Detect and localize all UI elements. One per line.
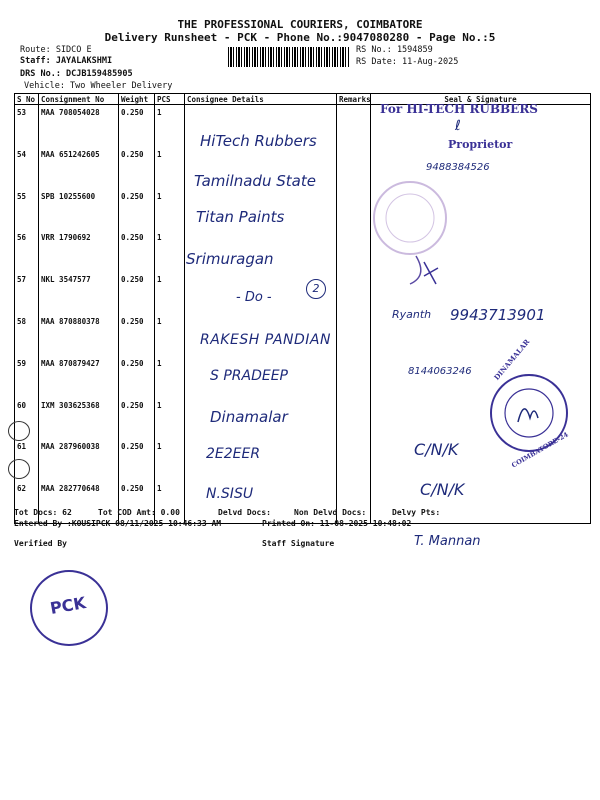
pcs-cell: 1 [155, 189, 185, 231]
table-row [15, 481, 591, 523]
staff-label: Staff: JAYALAKSHMI [20, 56, 113, 66]
col-weight: Weight [119, 94, 155, 105]
hitech-signature-icon: ℓ [455, 118, 461, 134]
remarks-cell [337, 481, 371, 523]
sno-cell: 60 [15, 398, 39, 440]
consignment-cell: IXM 303625368 [39, 398, 119, 440]
sno-cell: 56 [15, 230, 39, 272]
weight-cell: 0.250 [119, 398, 155, 440]
hand-circle-mark: 2 [306, 279, 326, 299]
table-row [15, 230, 591, 272]
hand-phone-1: 9488384526 [426, 162, 490, 173]
remarks-cell [337, 189, 371, 231]
sno-cell: 55 [15, 189, 39, 231]
hand-consignee-2: Tamilnadu State [194, 172, 316, 190]
sno-cell: 53 [15, 105, 39, 147]
tot-docs: Tot Docs: 62 [14, 508, 72, 517]
staff-signature: T. Mannan [414, 534, 481, 549]
remarks-cell [337, 272, 371, 314]
dinamalar-stamp-top: DINAMALAR [492, 337, 532, 382]
hand-consignee-9: 2E2EER [206, 446, 261, 462]
weight-cell: 0.250 [119, 481, 155, 523]
pcs-cell: 1 [155, 230, 185, 272]
pcs-cell: 1 [155, 272, 185, 314]
consignment-cell: MAA 870879427 [39, 356, 119, 398]
non-delvd-docs: Non Delvd Docs: [294, 508, 367, 517]
hand-consignee-3: Titan Paints [196, 208, 285, 226]
pcs-cell: 1 [155, 147, 185, 189]
pcs-cell: 1 [155, 481, 185, 523]
remarks-cell [337, 439, 371, 481]
consignment-cell: MAA 287960038 [39, 439, 119, 481]
table-row [15, 189, 591, 231]
weight-cell: 0.250 [119, 147, 155, 189]
col-consignment: Consignment No [39, 94, 119, 105]
remarks-cell [337, 314, 371, 356]
remarks-cell [337, 398, 371, 440]
pen-circle-62 [8, 459, 30, 479]
hand-phone-2: 9943713901 [450, 306, 546, 324]
col-remarks: Remarks [337, 94, 371, 105]
col-pcs: PCS [155, 94, 185, 105]
rs-number: RS No.: 1594859 [356, 45, 433, 55]
dinamalar-stamp-bottom: COIMBATORE-24 [510, 430, 570, 470]
remarks-cell [337, 105, 371, 147]
weight-cell: 0.250 [119, 314, 155, 356]
runsheet-subtitle: Delivery Runsheet - PCK - Phone No.:9047080280 - Page No.:5 [104, 31, 496, 44]
hand-consignee-4: Srimuragan [186, 250, 274, 268]
consignment-cell: MAA 708054028 [39, 105, 119, 147]
col-seal: Seal & Signature [371, 94, 591, 105]
col-consignee: Consignee Details [185, 94, 337, 105]
col-sno: S No [15, 94, 39, 105]
sno-cell: 54 [15, 147, 39, 189]
sno-cell: 57 [15, 272, 39, 314]
weight-cell: 0.250 [119, 230, 155, 272]
hand-consignee-1: HiTech Rubbers [200, 132, 317, 150]
pcs-cell: 1 [155, 105, 185, 147]
pcs-cell: 1 [155, 356, 185, 398]
drs-label: DRS No.: DCJB159485905 [20, 69, 133, 79]
rs-date: RS Date: 11-Aug-2025 [356, 57, 459, 67]
hitech-stamp-line2: Proprietor [448, 138, 513, 151]
hand-cnk-1: C/N/K [414, 440, 459, 459]
weight-cell: 0.250 [119, 439, 155, 481]
sno-cell: 59 [15, 356, 39, 398]
hand-consignee-6: RAKESH PANDIAN [200, 332, 331, 348]
hand-consignee-7: S PRADEEP [210, 368, 288, 384]
weight-cell: 0.250 [119, 189, 155, 231]
hand-consignee-10: N.SISU [206, 486, 254, 502]
tot-cod: Tot COD Amt: 0.00 [98, 508, 180, 517]
company-title: THE PROFESSIONAL COURIERS, COIMBATORE [177, 18, 423, 31]
entered-by: Entered By :KOUSIPCK 08/11/2025 10:46:33 AM [14, 519, 222, 528]
sno-cell: 62 [15, 481, 39, 523]
pcs-cell: 1 [155, 314, 185, 356]
barcode [228, 47, 350, 67]
pen-circle-61 [8, 421, 30, 441]
pck-stamp-text: PCK [48, 593, 88, 618]
pcs-cell: 1 [155, 398, 185, 440]
remarks-cell [337, 230, 371, 272]
hitech-stamp-line1: For HI-TECH RUBBERS [380, 102, 538, 116]
remarks-cell [337, 147, 371, 189]
remarks-cell [337, 356, 371, 398]
route-label: Route: SIDCO E [20, 45, 92, 55]
consignment-cell: MAA 870880378 [39, 314, 119, 356]
staff-signature-label: Staff Signature [262, 539, 335, 548]
delvd-docs: Delvd Docs: [218, 508, 271, 517]
verified-by: Verified By [14, 539, 67, 548]
faded-seal-icon [368, 176, 454, 286]
pcs-cell: 1 [155, 439, 185, 481]
sno-cell: 61 [15, 439, 39, 481]
consignment-cell: MAA 651242605 [39, 147, 119, 189]
weight-cell: 0.250 [119, 272, 155, 314]
hand-cnk-2: C/N/K [420, 480, 465, 499]
seal-scribble-58: Ryanth [392, 308, 432, 321]
weight-cell: 0.250 [119, 105, 155, 147]
hand-phone-3: 8144063246 [408, 366, 472, 377]
delvy-pts: Delvy Pts: [392, 508, 441, 517]
consignment-cell: SPB 10255600 [39, 189, 119, 231]
hand-consignee-5: - Do - [236, 290, 272, 305]
weight-cell: 0.250 [119, 356, 155, 398]
consignment-cell: VRR 1790692 [39, 230, 119, 272]
consignment-cell: NKL 3547577 [39, 272, 119, 314]
seal-cell [371, 481, 591, 523]
vehicle-label: Vehicle: Two Wheeler Delivery [24, 81, 173, 91]
hand-consignee-8: Dinamalar [210, 408, 288, 426]
sno-cell: 58 [15, 314, 39, 356]
printed-on: Printed On: 11-08-2025 10:48:02 [262, 519, 412, 528]
consignment-cell: MAA 282770648 [39, 481, 119, 523]
